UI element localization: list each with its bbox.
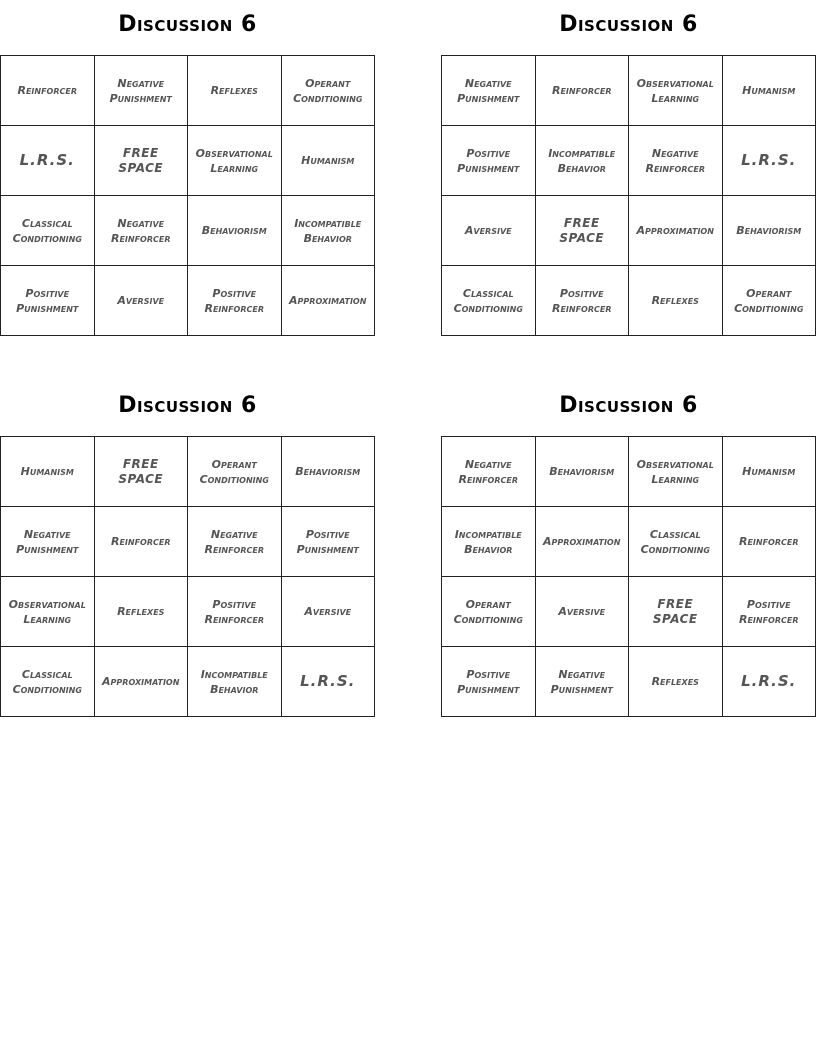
- bingo-cell: Reflexes: [95, 577, 189, 647]
- bingo-cell: Humanism: [1, 437, 95, 507]
- bingo-cell: Negative Punishment: [95, 56, 189, 126]
- card-title: Discussion 6: [559, 12, 698, 37]
- bingo-cell: Reflexes: [188, 56, 282, 126]
- bingo-cell: Humanism: [282, 126, 376, 196]
- card-title: Discussion 6: [118, 393, 257, 418]
- bingo-cell: Reinforcer: [536, 56, 630, 126]
- bingo-cell: Observational Learning: [629, 56, 723, 126]
- bingo-cell: Negative Reinforcer: [442, 437, 536, 507]
- card-title: Discussion 6: [118, 12, 257, 37]
- card-title: Discussion 6: [559, 393, 698, 418]
- bingo-cell: Operant Conditioning: [282, 56, 376, 126]
- bingo-grid: [0, 55, 375, 336]
- bingo-cell: Positive Reinforcer: [188, 577, 282, 647]
- bingo-cell: Negative Punishment: [536, 647, 630, 717]
- bingo-cell: Negative Punishment: [1, 507, 95, 577]
- bingo-cell: Positive Punishment: [1, 266, 95, 336]
- bingo-cell: Operant Conditioning: [442, 577, 536, 647]
- bingo-cell: Negative Reinforcer: [188, 507, 282, 577]
- bingo-cell: Incompatible Behavior: [282, 196, 376, 266]
- bingo-cell: Behaviorism: [723, 196, 816, 266]
- bingo-cell: Reinforcer: [1, 56, 95, 126]
- bingo-cell: L.R.S.: [282, 647, 376, 717]
- bingo-cell: Reflexes: [629, 647, 723, 717]
- bingo-cell: L.R.S.: [723, 647, 816, 717]
- bingo-cell: Positive Reinforcer: [188, 266, 282, 336]
- bingo-cell: FREE SPACE: [95, 126, 189, 196]
- bingo-cell: Approximation: [282, 266, 376, 336]
- bingo-cell: Classical Conditioning: [442, 266, 536, 336]
- bingo-grid: [0, 436, 375, 717]
- bingo-cell: Operant Conditioning: [188, 437, 282, 507]
- bingo-grid: [441, 55, 816, 336]
- bingo-cell: Negative Reinforcer: [629, 126, 723, 196]
- bingo-cell: Positive Punishment: [282, 507, 376, 577]
- bingo-cell: Humanism: [723, 437, 816, 507]
- bingo-cell: Observational Learning: [1, 577, 95, 647]
- bingo-cell: Classical Conditioning: [1, 647, 95, 717]
- bingo-cell: Aversive: [536, 577, 630, 647]
- bingo-cell: Reinforcer: [95, 507, 189, 577]
- bingo-cell: Positive Reinforcer: [723, 577, 816, 647]
- bingo-cell: Behaviorism: [536, 437, 630, 507]
- bingo-cell: L.R.S.: [723, 126, 816, 196]
- bingo-cell: L.R.S.: [1, 126, 95, 196]
- bingo-cell: Aversive: [95, 266, 189, 336]
- bingo-cell: Observational Learning: [188, 126, 282, 196]
- bingo-cell: Classical Conditioning: [629, 507, 723, 577]
- bingo-cell: Approximation: [536, 507, 630, 577]
- bingo-cell: Observational Learning: [629, 437, 723, 507]
- bingo-cell: Operant Conditioning: [723, 266, 816, 336]
- bingo-cell: Approximation: [629, 196, 723, 266]
- bingo-cell: FREE SPACE: [629, 577, 723, 647]
- bingo-cell: Classical Conditioning: [1, 196, 95, 266]
- bingo-cell: FREE SPACE: [95, 437, 189, 507]
- bingo-cell: Approximation: [95, 647, 189, 717]
- bingo-cell: Negative Reinforcer: [95, 196, 189, 266]
- bingo-cell: Positive Punishment: [442, 647, 536, 717]
- bingo-cell: Reinforcer: [723, 507, 816, 577]
- bingo-cell: Positive Punishment: [442, 126, 536, 196]
- bingo-cell: Incompatible Behavior: [188, 647, 282, 717]
- bingo-cell: Negative Punishment: [442, 56, 536, 126]
- bingo-cell: Incompatible Behavior: [536, 126, 630, 196]
- bingo-cell: Behaviorism: [282, 437, 376, 507]
- bingo-grid: [441, 436, 816, 717]
- bingo-cell: Aversive: [442, 196, 536, 266]
- bingo-cell: Reflexes: [629, 266, 723, 336]
- bingo-cell: Behaviorism: [188, 196, 282, 266]
- bingo-cell: FREE SPACE: [536, 196, 630, 266]
- bingo-cell: Humanism: [723, 56, 816, 126]
- bingo-cell: Aversive: [282, 577, 376, 647]
- bingo-cell: Incompatible Behavior: [442, 507, 536, 577]
- bingo-cell: Positive Reinforcer: [536, 266, 630, 336]
